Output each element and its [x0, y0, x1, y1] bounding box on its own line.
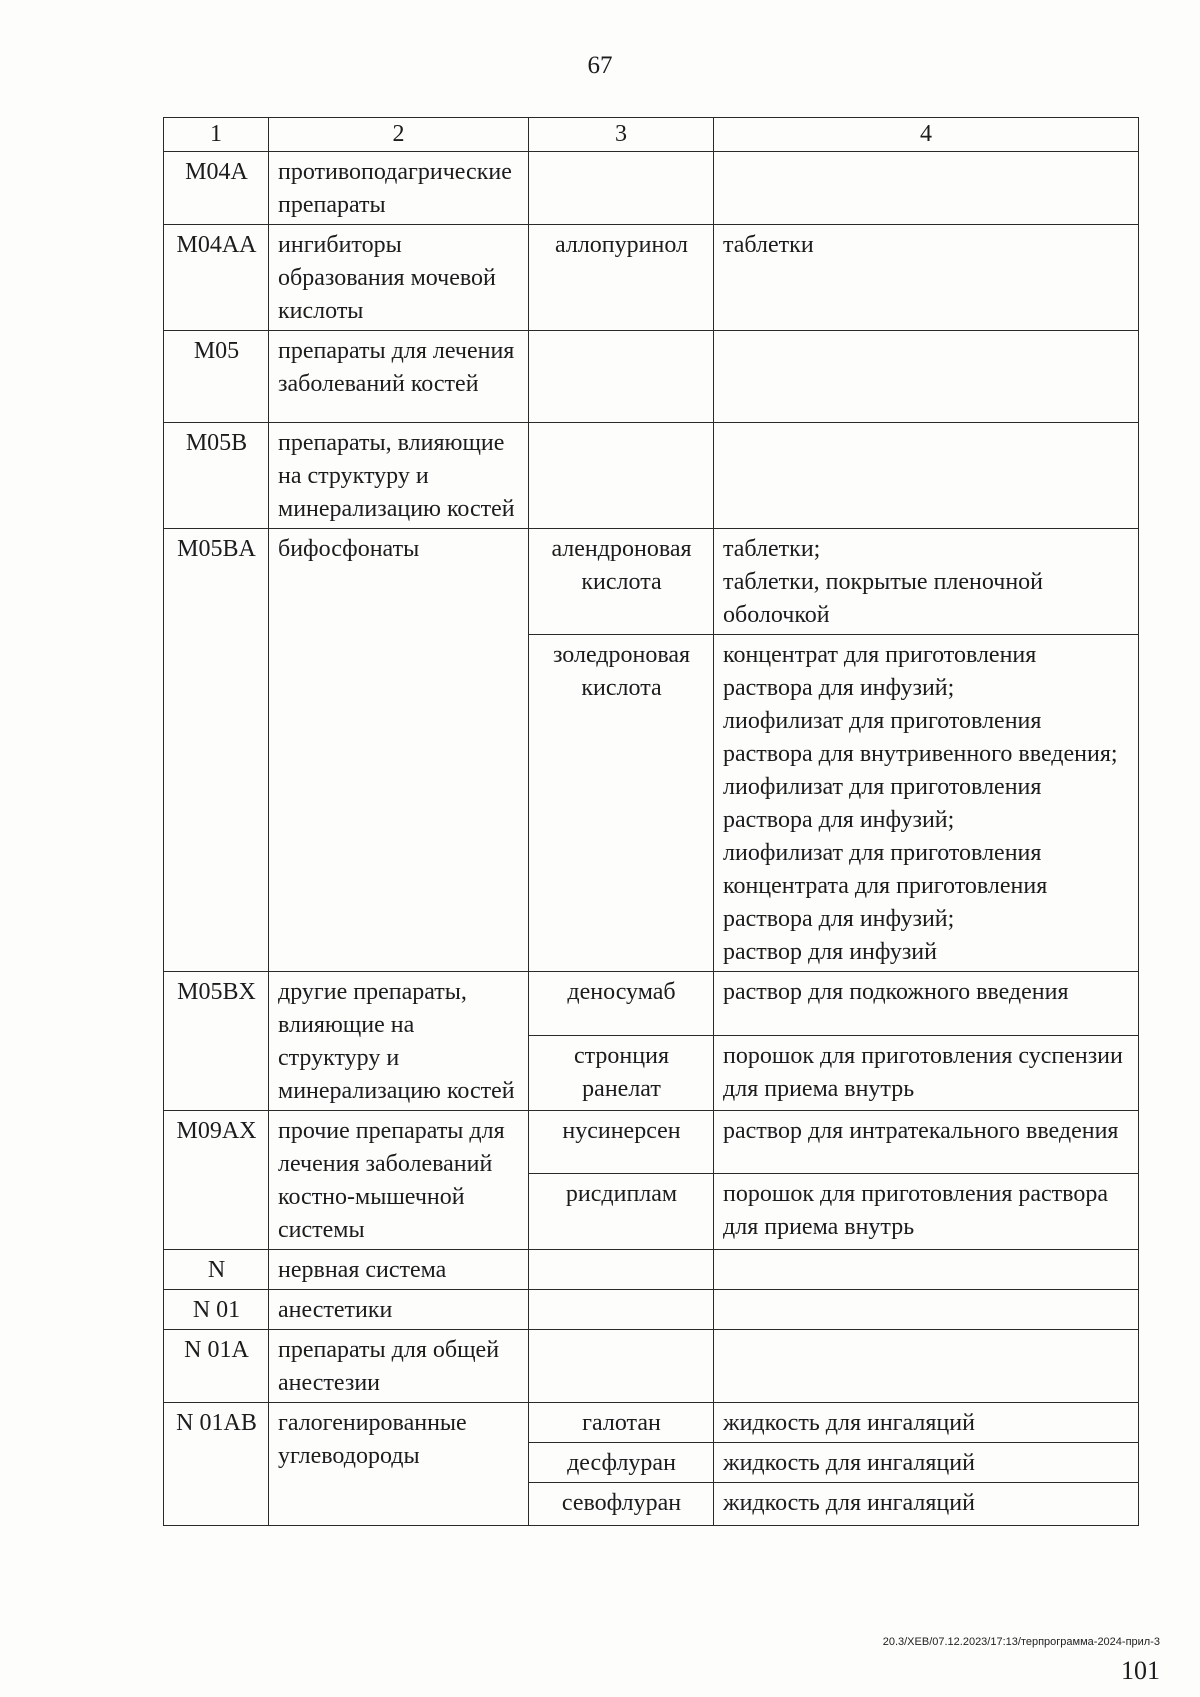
dosage-form-cell: [714, 1290, 1139, 1330]
document-stamp: 20.3/ХЕВ/07.12.2023/17:13/терпрограмма-2024-прил-3: [882, 1636, 1160, 1648]
table-header-row: [164, 118, 1139, 152]
footer-page-number: 101: [1121, 1656, 1160, 1685]
atc-code-cell: M09AX: [164, 1111, 269, 1250]
group-description-cell: препараты для общей анестезии: [269, 1330, 529, 1403]
table-row: [164, 972, 1139, 1036]
column-number-1: 1: [164, 118, 269, 152]
dosage-form-cell: [714, 331, 1139, 423]
table-row: [164, 1330, 1139, 1403]
atc-code-cell: M04A: [164, 152, 269, 225]
atc-code-cell: N 01: [164, 1290, 269, 1330]
table-row: [164, 529, 1139, 635]
drug-name-cell: [529, 1290, 714, 1330]
dosage-form-cell: [714, 1443, 1139, 1483]
table-row: [164, 1403, 1139, 1443]
dosage-form-cell: [714, 423, 1139, 529]
table-row: [164, 152, 1139, 225]
group-description-cell: бифосфонаты: [269, 529, 529, 972]
dosage-form-cell: [714, 1403, 1139, 1443]
drug-name-cell: стронция ранелат: [529, 1035, 714, 1110]
drug-name-cell: [529, 1330, 714, 1403]
dosage-form-text: таблетки; таблетки, покрытые пленочной оболочкой: [723, 536, 1044, 628]
column-number-2: 2: [269, 118, 529, 152]
dosage-form-cell: [714, 1174, 1139, 1250]
drug-name-cell: севофлуран: [529, 1483, 714, 1526]
dosage-form-text: таблетки: [723, 232, 814, 258]
table-row: [164, 1290, 1139, 1330]
page-number: 67: [587, 52, 613, 79]
atc-code-cell: M05BA: [164, 529, 269, 972]
dosage-form-cell: [714, 529, 1139, 635]
table-row: [164, 423, 1139, 529]
group-description-cell: прочие препараты для лечения заболеваний костно-мышечной системы: [269, 1111, 529, 1250]
dosage-form-text: порошок для приготовления суспензии для приема внутрь: [723, 1042, 1123, 1102]
drug-name-cell: десфлуран: [529, 1443, 714, 1483]
dosage-form-cell: [714, 1111, 1139, 1174]
table-row: [164, 225, 1139, 331]
dosage-form-text: раствор для подкожного введения: [723, 979, 1069, 1005]
drug-name-cell: аллопуринол: [529, 225, 714, 331]
table-row: [164, 1111, 1139, 1174]
group-description-cell: препараты для лечения заболеваний костей: [269, 331, 529, 423]
atc-code-cell: M05: [164, 331, 269, 423]
atc-code-cell: N: [164, 1250, 269, 1290]
group-description-cell: галогенированные углеводороды: [269, 1403, 529, 1526]
drug-name-cell: [529, 331, 714, 423]
table-row: [164, 331, 1139, 423]
dosage-form-cell: [714, 972, 1139, 1036]
group-description-cell: другие препараты, влияющие на структуру и минерализацию костей: [269, 972, 529, 1111]
dosage-form-cell: [714, 1330, 1139, 1403]
atc-code-cell: N 01A: [164, 1330, 269, 1403]
dosage-form-text: жидкость для ингаляций: [723, 1410, 975, 1436]
atc-code-cell: M05B: [164, 423, 269, 529]
drug-name-cell: деносумаб: [529, 972, 714, 1036]
dosage-form-cell: [714, 1035, 1139, 1110]
atc-code-cell: M05BX: [164, 972, 269, 1111]
atc-code-cell: N 01AB: [164, 1403, 269, 1526]
dosage-form-text: жидкость для ингаляций: [723, 1450, 975, 1476]
dosage-form-cell: [714, 152, 1139, 225]
drug-name-cell: рисдиплам: [529, 1174, 714, 1250]
drug-name-cell: алендроновая кислота: [529, 529, 714, 635]
column-number-4: 4: [714, 118, 1139, 152]
table-row: [164, 1250, 1139, 1290]
drug-name-cell: [529, 423, 714, 529]
drug-classification-table: [163, 117, 1139, 1526]
dosage-form-text: порошок для приготовления раствора для приема внутрь: [723, 1181, 1108, 1241]
group-description-cell: анестетики: [269, 1290, 529, 1330]
drug-name-cell: нусинерсен: [529, 1111, 714, 1174]
group-description-cell: нервная система: [269, 1250, 529, 1290]
dosage-form-text: концентрат для приготовления раствора для инфузий; лиофилизат для приготовления раствора для внутривенного введения; лиофилизат для приготовления раствора для инфузий; лиофилизат для приготовления концентрата для приготовления раствора для инфузий; раствор для инфузий: [723, 642, 1118, 965]
group-description-cell: ингибиторы образования мочевой кислоты: [269, 225, 529, 331]
atc-code-cell: M04AA: [164, 225, 269, 331]
dosage-form-cell: [714, 1250, 1139, 1290]
column-number-3: 3: [529, 118, 714, 152]
dosage-form-cell: [714, 1483, 1139, 1526]
dosage-form-text: раствор для интратекального введения: [723, 1118, 1119, 1144]
drug-name-cell: [529, 152, 714, 225]
drug-name-cell: золедроновая кислота: [529, 635, 714, 972]
group-description-cell: противоподагрические препараты: [269, 152, 529, 225]
dosage-form-text: жидкость для ингаляций: [723, 1490, 975, 1516]
dosage-form-cell: [714, 225, 1139, 331]
dosage-form-cell: [714, 635, 1139, 972]
drug-name-cell: [529, 1250, 714, 1290]
drug-name-cell: галотан: [529, 1403, 714, 1443]
group-description-cell: препараты, влияющие на структуру и минерализацию костей: [269, 423, 529, 529]
